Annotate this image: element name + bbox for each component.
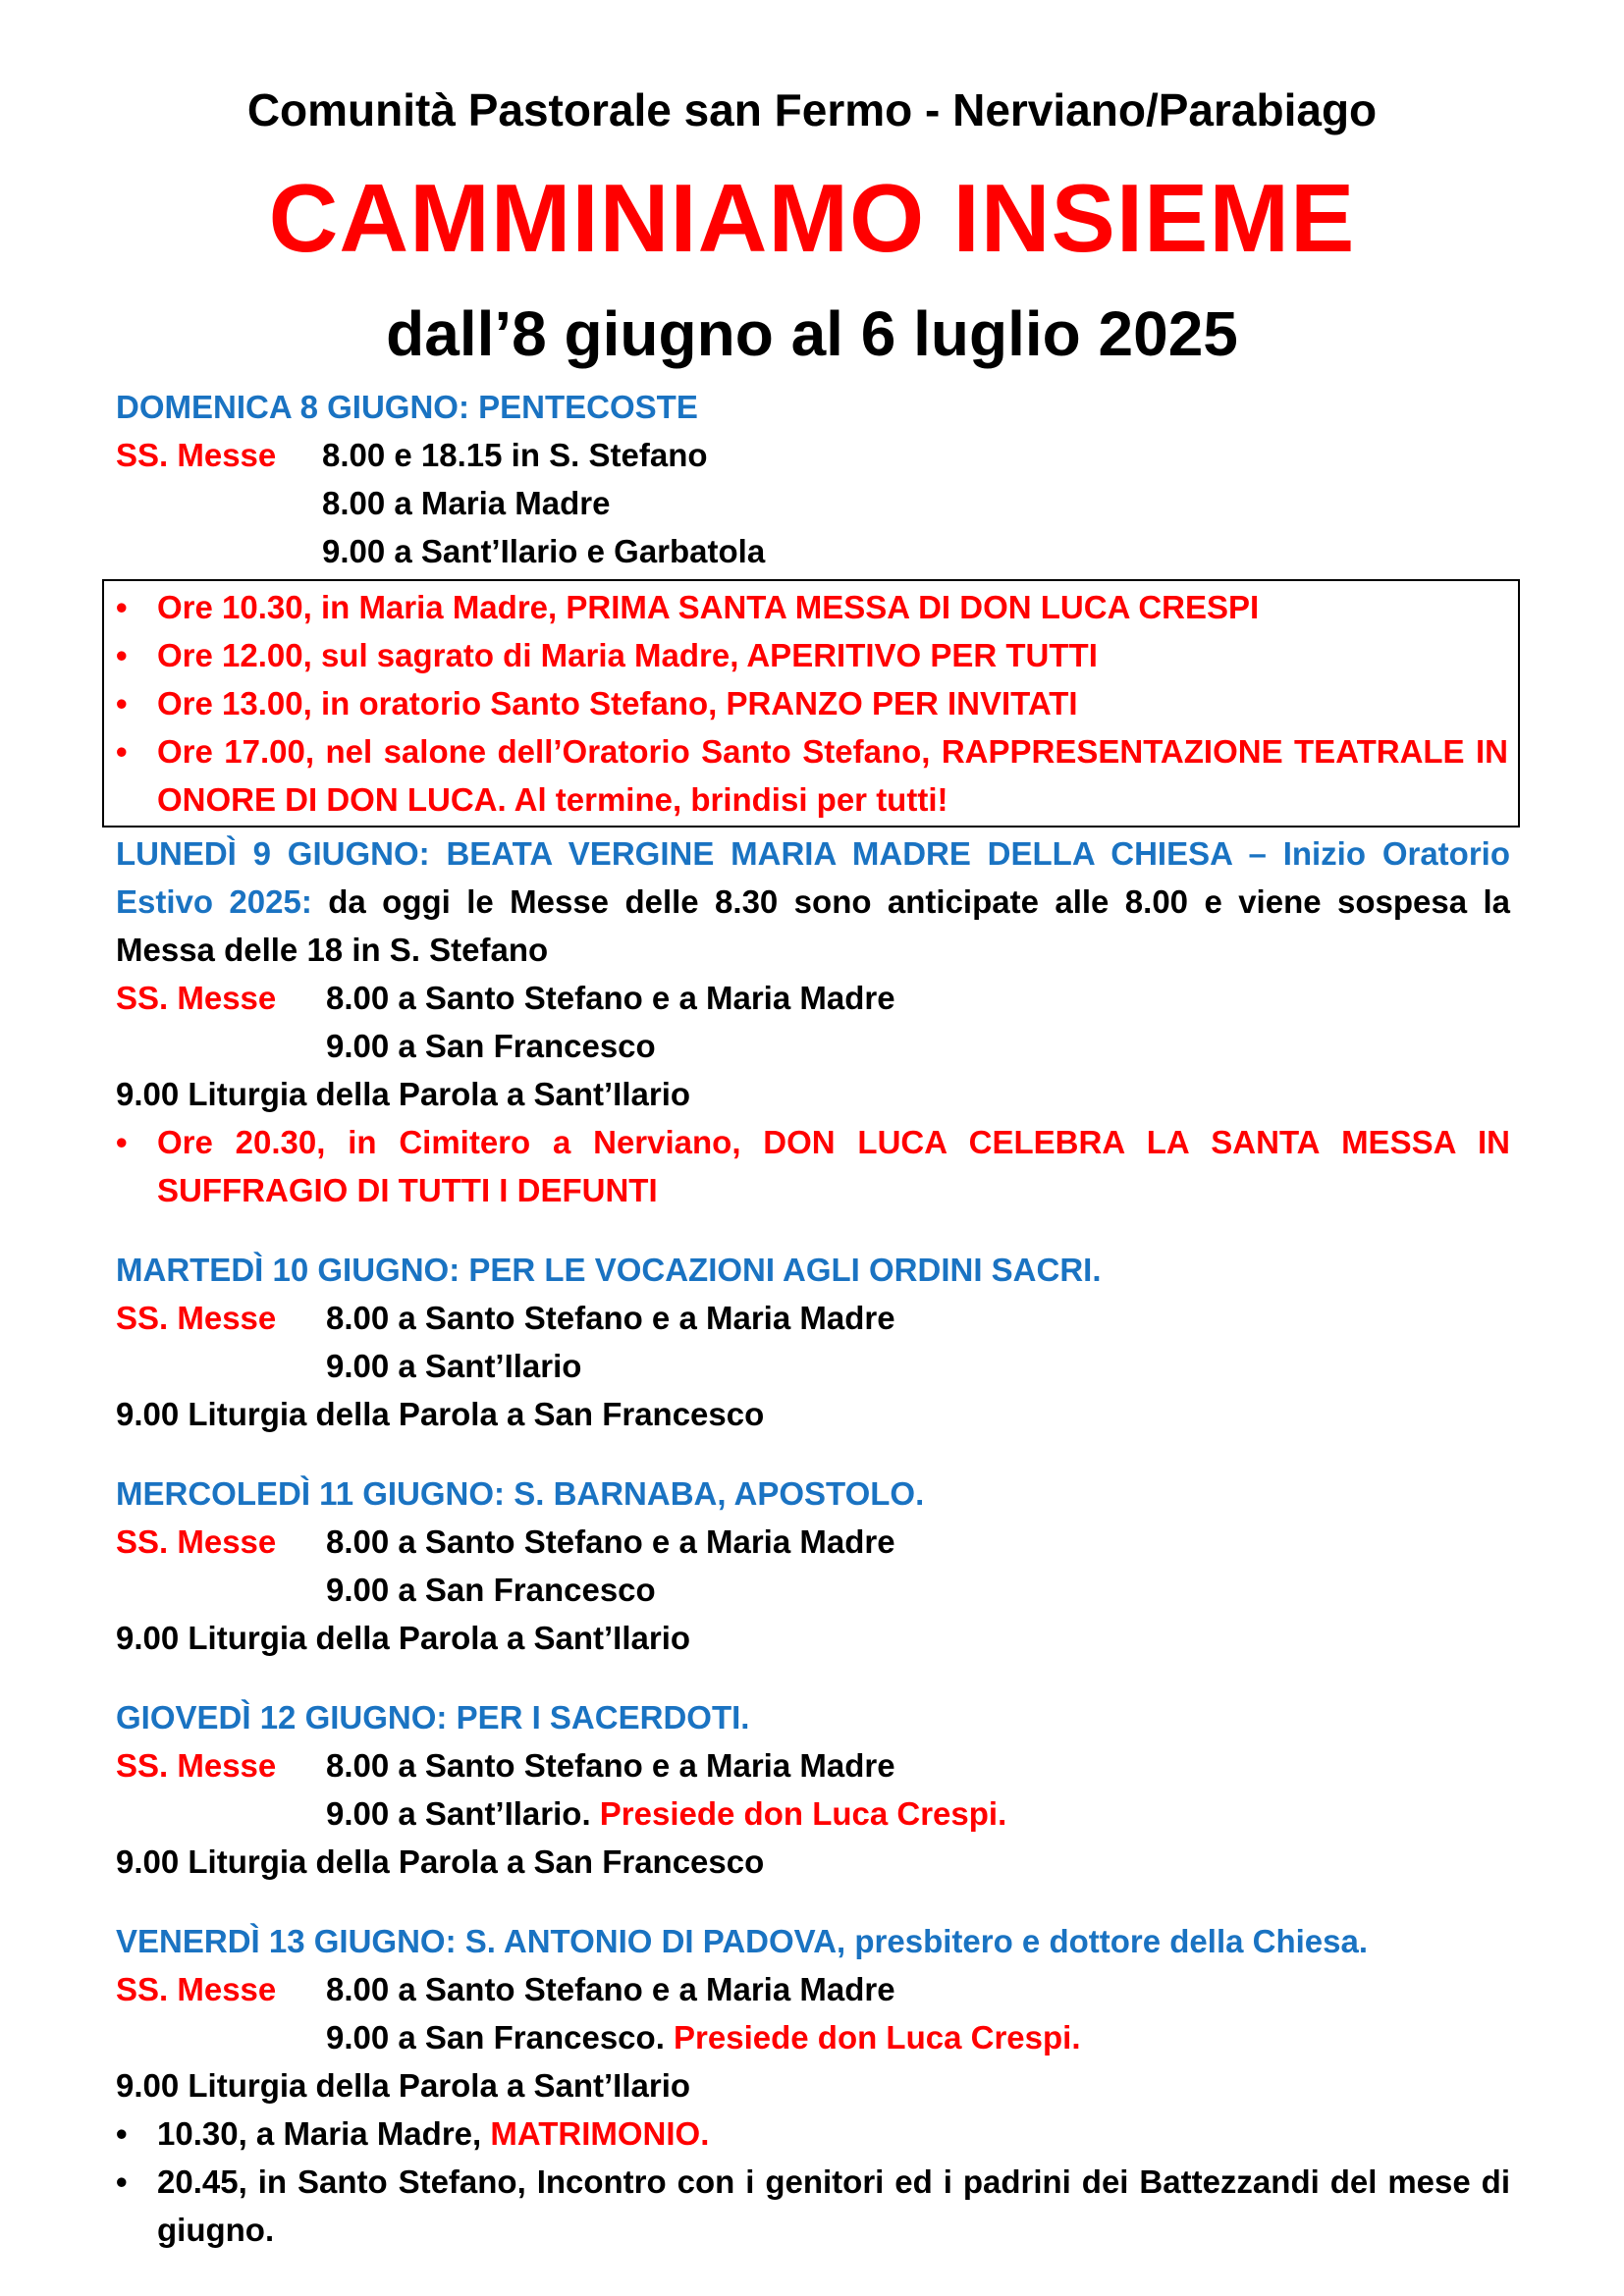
mass-time: 9.00 a Sant’Ilario e Garbatola: [322, 533, 766, 569]
mass-time: 9.00 a Sant’Ilario. Presiede don Luca Crespi.: [326, 1795, 1007, 1832]
bullet-icon: •: [116, 589, 128, 625]
liturgy-line: 9.00 Liturgia della Parola a Sant’Ilario: [116, 1076, 691, 1112]
community-name: Comunità Pastorale san Fermo - Nerviano/Parabiago: [246, 84, 1378, 135]
bullet-icon: •: [116, 1124, 128, 1160]
event-item: • Ore 20.30, in Cimitero a Nerviano, DON LUCA CELEBRA LA SANTA MESSA IN SUFFRAGIO DI TUTTI I DEFUNTI: [116, 1118, 1510, 1214]
event-item: • Ore 17.00, nel salone dell’Oratorio Santo Stefano, RAPPRESENTAZIONE TEATRALE IN ONORE DI DON LUCA. Al termine, brindisi per tutti!: [116, 727, 1508, 824]
mass-time: 9.00 a San Francesco: [326, 1572, 656, 1608]
mass-time: 8.00 a Maria Madre: [322, 485, 611, 521]
events-box: [102, 579, 1520, 828]
masses-label: SS. Messe: [116, 1300, 277, 1336]
main-title: CAMMINIAMO INSIEME: [268, 164, 1356, 272]
presider-note: Presiede don Luca Crespi.: [674, 2019, 1081, 2056]
event-item: • Ore 13.00, in oratorio Santo Stefano, PRANZO PER INVITATI: [116, 679, 1508, 727]
liturgy-line: 9.00 Liturgia della Parola a San Francesco: [116, 1396, 765, 1432]
mass-time: 9.00 a Sant’Ilario: [326, 1348, 582, 1384]
bullet-icon: •: [116, 2163, 128, 2200]
day-heading-11: MERCOLEDÌ 11 GIUGNO: S. BARNABA, APOSTOLO.: [116, 1475, 925, 1512]
masses-label: SS. Messe: [116, 980, 277, 1016]
masses-label: SS. Messe: [116, 1523, 277, 1560]
presider-note: Presiede don Luca Crespi.: [599, 1795, 1007, 1832]
masses-row: [116, 1965, 1510, 2013]
event-item: • 20.45, in Santo Stefano, Incontro con i genitori ed i padrini dei Battezzandi del mese di giugno.: [116, 2158, 1510, 2254]
mass-time: 8.00 a Santo Stefano e a Maria Madre: [326, 980, 895, 1016]
masses-row: [116, 431, 1510, 479]
bullet-icon: •: [116, 637, 128, 673]
date-range: dall’8 giugno al 6 luglio 2025: [386, 298, 1238, 369]
mass-time: 8.00 a Santo Stefano e a Maria Madre: [326, 1523, 895, 1560]
mass-time: 8.00 e 18.15 in S. Stefano: [322, 437, 708, 473]
event-item: • Ore 10.30, in Maria Madre, PRIMA SANTA MESSA DI DON LUCA CRESPI: [116, 583, 1508, 631]
day-heading-13: VENERDÌ 13 GIUGNO: S. ANTONIO DI PADOVA, presbitero e dottore della Chiesa.: [116, 1923, 1369, 1959]
masses-row: [116, 1518, 1510, 1566]
masses-row: [116, 974, 1510, 1022]
event-item: • Ore 12.00, sul sagrato di Maria Madre, APERITIVO PER TUTTI: [116, 631, 1508, 679]
day-heading-9: LUNEDÌ 9 GIUGNO: BEATA VERGINE MARIA MADRE DELLA CHIESA – Inizio Oratorio Estivo 2025: da oggi le Messe delle 8.30 sono anticipate alle 8.00 e viene sospesa la Messa delle 18 in S. Stefano: [116, 835, 1510, 968]
masses-row: [116, 1294, 1510, 1342]
masses-label: SS. Messe: [116, 1971, 277, 2007]
liturgy-line: 9.00 Liturgia della Parola a San Francesco: [116, 1843, 765, 1880]
masses-label: SS. Messe: [116, 1747, 277, 1784]
mass-time: 8.00 a Santo Stefano e a Maria Madre: [326, 1300, 895, 1336]
day-heading-8: DOMENICA 8 GIUGNO: PENTECOSTE: [116, 389, 698, 425]
masses-row: [116, 1741, 1510, 1789]
bullet-icon: •: [116, 685, 128, 721]
masses-label: SS. Messe: [116, 437, 277, 473]
liturgy-line: 9.00 Liturgia della Parola a Sant’Ilario: [116, 2067, 691, 2104]
liturgy-line: 9.00 Liturgia della Parola a Sant’Ilario: [116, 1620, 691, 1656]
mass-time: 8.00 a Santo Stefano e a Maria Madre: [326, 1971, 895, 2007]
mass-time: 9.00 a San Francesco. Presiede don Luca Crespi.: [326, 2019, 1081, 2056]
event-item: • 10.30, a Maria Madre, MATRIMONIO.: [116, 2109, 1510, 2158]
day-heading-10: MARTEDÌ 10 GIUGNO: PER LE VOCAZIONI AGLI ORDINI SACRI.: [116, 1252, 1102, 1288]
mass-time: 8.00 a Santo Stefano e a Maria Madre: [326, 1747, 895, 1784]
bullet-icon: •: [116, 733, 128, 770]
mass-time: 9.00 a San Francesco: [326, 1028, 656, 1064]
bullet-icon: •: [116, 2115, 128, 2152]
day-heading-12: GIOVEDÌ 12 GIUGNO: PER I SACERDOTI.: [116, 1699, 750, 1735]
schedule: [116, 383, 1510, 2254]
